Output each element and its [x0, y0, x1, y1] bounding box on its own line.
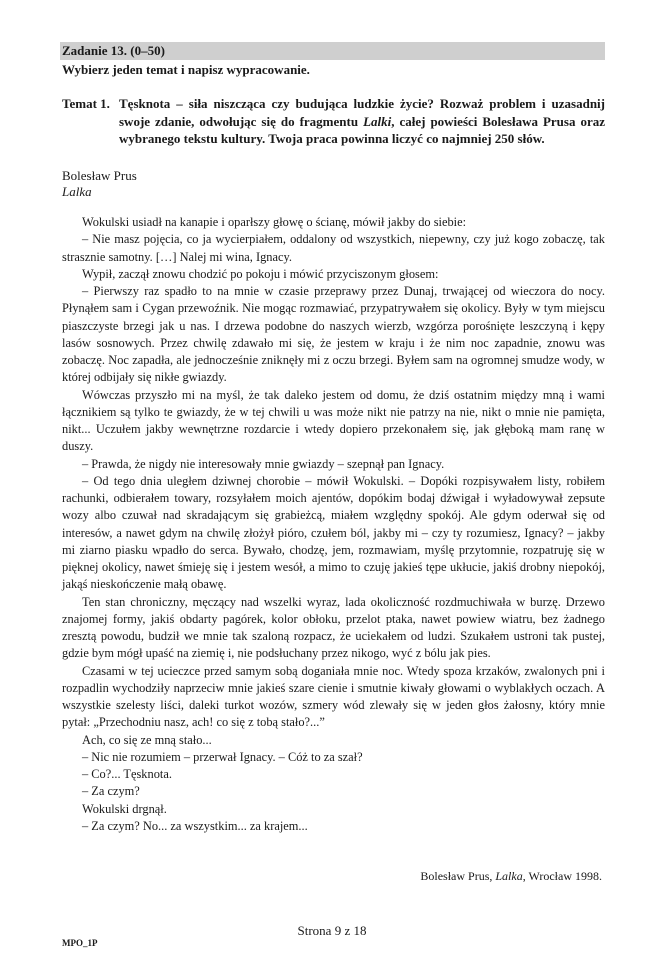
topic-text-italic: Lalki: [363, 113, 392, 129]
excerpt-dialogue-line: – Za czym? No... za wszystkim... za krajem...: [82, 818, 308, 833]
topic-label: Temat 1.: [62, 96, 110, 111]
page-number: Strona 9 z 18: [297, 923, 367, 938]
source-rest: , Wrocław 1998.: [522, 869, 602, 883]
excerpt-paragraph: – Pierwszy raz spadło to na mnie w czasie przeprawy przez Dunaj, trwającej od wieczora do nocy. Płynąłem sam i Cygan przewoźnik. Nie mogąc rozmawiać, przypatrywałem się okolicy. Były w tym miejscu piaszczyste brzegi jak u nas. I drzewa podobne do naszych wierzb, wzgórza porośnięte leszczyną i kępy lasów sosnowych. Przez chwilę zdawało mi się, że jestem w kraju i że nim noc zapadnie, znowu was zobaczę. Noc zapadła, ale jednocześnie zniknęły mi z oczu brzegi. Byłem sam na ogromnej smudze wody, w której odbijały się nikłe gwiazdy.: [62, 284, 605, 385]
source-author: Bolesław Prus,: [420, 869, 496, 883]
excerpt-paragraph: Czasami w tej ucieczce przed samym sobą doganiała mnie noc. Wtedy spoza krzaków, zwalonych pni i rozpadlin wychodziły naprzeciw mnie jakieś szare cienie i smutnie kiwały głowami o wyblakłych oczach. A wszystkie szelesty liści, daleki turkot wozów, szmery wód zlewały się w jeden głos żałosny, który mnie pytał: „Przechodniu nasz, ach! co się z tobą stało?...”: [62, 663, 605, 730]
excerpt-paragraph: – Nie masz pojęcia, co ja wycierpiałem, oddalony od wszystkich, niepewny, czy już kogo zobaczę, tak strasznie samotny. […] Nalej mi wina, Ignacy.: [62, 232, 605, 264]
excerpt-paragraph: – Od tego dnia uległem dziwnej chorobie – mówił Wokulski. – Dopóki rozpisywałem listy, robiłem rachunki, odbierałem towary, rozsyłałem moich ajentów, dopókim bodaj dźwigał i wyładowywał zepsute wozy albo czuwał nad skradającym się grabieżcą, miałem względny spokój. Ale gdym oderwał się od interesów, a nawet gdym na chwilę złożył pióro, czułem ból, jakby mi – czy ty rozumiesz, Ignacy? – jakby mi ziarno piasku wpadło do serca. Bywało, chodzę, jem, rozmawiam, myślę przytomnie, rozpatruję się w pięknej okolicy, nawet śmieję się i jestem wesół, a mimo to czuję jakieś tępe ukłucie, jakiś drobny niepokój, jakąś nieskończenie małą obawę.: [62, 473, 605, 592]
task-instruction: Wybierz jeden temat i napisz wypracowanie.: [62, 62, 310, 77]
excerpt-dialogue-line: Ach, co się ze mną stało...: [82, 732, 212, 747]
excerpt-dialogue-line: – Za czym?: [82, 784, 140, 799]
topic-text-after: , całej powieści Bolesława Prusa oraz wybranego tekstu kultury. Twoja praca powinna liczyć co najmniej 250 słów.: [119, 113, 605, 146]
excerpt-paragraph: Wokulski usiadł na kanapie i oparłszy głowę o ścianę, mówił jakby do siebie:: [82, 215, 467, 229]
topic-text: [119, 95, 605, 148]
exam-code: MPO_1P: [62, 938, 98, 948]
excerpt-paragraph: Wypił, zaczął znowu chodzić po pokoju i mówić przyciszonym głosem:: [82, 266, 439, 281]
excerpt-author: Bolesław Prus: [62, 168, 137, 183]
excerpt-paragraph: Ten stan chroniczny, męczący nad wszelki wyraz, lada okoliczność rozdmuchiwała w burzę. Drzewo znajomej formy, jakiś obdarty pagórek, kolor obłoku, przelot ptaka, nawet powiew wiatru, bez żadnego zresztą powodu, budził we mnie tak szaloną rozpacz, że uciekałem od ludzi. Szukałem ustroni tak pustej, gdzie bym mógł upaść na ziemię i, nie podsłuchany przez nikogo, wyć z bólu jak pies.: [62, 594, 605, 661]
source-citation: [420, 868, 602, 884]
excerpt-paragraph: – Prawda, że nigdy nie interesowały mnie gwiazdy – szepnął pan Ignacy.: [82, 456, 445, 471]
topic-1: [62, 95, 605, 148]
excerpt-title: Lalka: [62, 184, 92, 199]
topic-text-before: Tęsknota – siła niszcząca czy budująca ludzkie życie? Rozważ problem i uzasadnij swoje zdanie, odwołując się do fragmentu: [119, 96, 605, 129]
excerpt-body: [62, 214, 605, 835]
excerpt-dialogue-line: Wokulski drgnął.: [82, 801, 167, 816]
excerpt-dialogue-line: – Nic nie rozumiem – przerwał Ignacy. – Cóż to za szał?: [82, 749, 363, 764]
excerpt-paragraph: Wówczas przyszło mi na myśl, że tak daleko jestem od domu, że dziś ostatnim między mną i wami łącznikiem są tylko te gwiazdy, że w tej chwili u was może nikt nie patrzy na nie, nikt o mnie nie pamięta, nikt... Uczułem jakby wewnętrzne rozdarcie i wtedy dopiero przekonałem się, jak głęboką mam ranę w duszy.: [62, 387, 605, 454]
task-header: Zadanie 13. (0–50): [60, 42, 605, 60]
excerpt-dialogue-line: – Co?... Tęsknota.: [82, 767, 172, 781]
source-title: Lalka: [495, 869, 523, 883]
